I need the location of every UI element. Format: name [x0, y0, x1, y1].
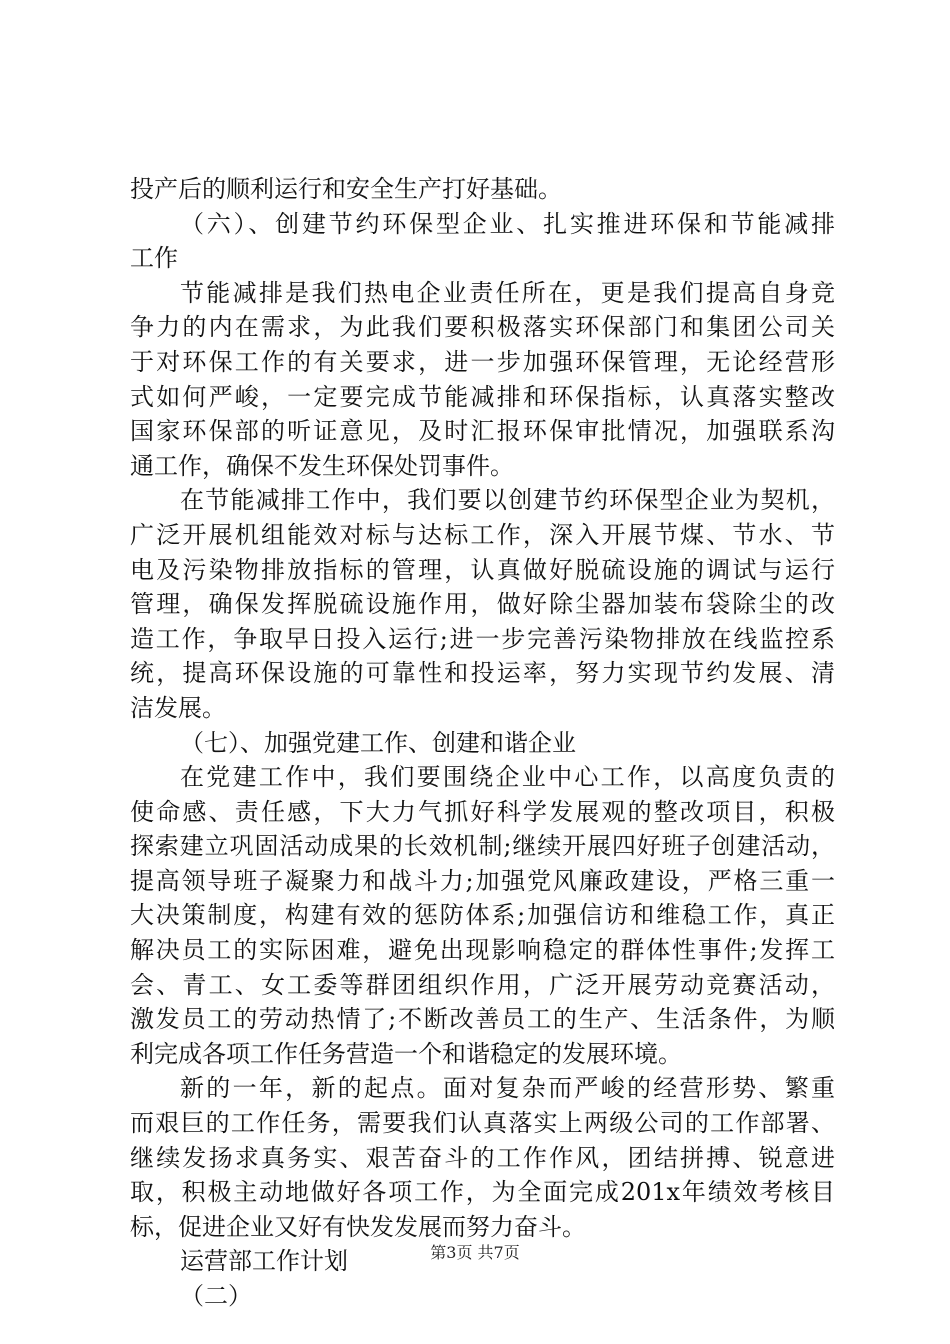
text-line: （七）、加强党建工作、创建和谐企业	[180, 728, 576, 757]
page-footer: 第3页 共7页	[430, 1243, 520, 1262]
text-line: 争力的内在需求，为此我们要积极落实环保部门和集团公司关	[130, 313, 835, 342]
text-line: （二）	[180, 1282, 252, 1310]
text-line: 国家环保部的听证意见，及时汇报环保审批情况，加强联系沟	[130, 417, 835, 446]
text-line: 统，提高环保设施的可靠性和投运率，努力实现节约发展、清	[130, 659, 835, 688]
text-line: 新的一年，新的起点。面对复杂而严峻的经营形势、繁重	[180, 1074, 835, 1103]
text-line: 会、青工、女工委等群团组织作用，广泛开展劳动竞赛活动，	[130, 970, 835, 999]
text-line: 利完成各项工作任务营造一个和谐稳定的发展环境。	[130, 1039, 682, 1068]
text-line: 洁发展。	[130, 693, 226, 722]
text-line: 运营部工作计划	[180, 1247, 348, 1276]
text-line: 管理，确保发挥脱硫设施作用，做好除尘器加装布袋除尘的改	[130, 590, 835, 619]
text-line: 解决员工的实际困难，避免出现影响稳定的群体性事件;发挥工	[130, 936, 835, 965]
text-line: 通工作，确保不发生环保处罚事件。	[130, 451, 514, 480]
text-line: 取，积极主动地做好各项工作，为全面完成201x年绩效考核目	[130, 1178, 835, 1207]
text-line: 标，促进企业又好有快发发展而努力奋斗。	[130, 1212, 586, 1241]
text-line: 式如何严峻，一定要完成节能减排和环保指标，认真落实整改	[130, 382, 835, 411]
text-line: 使命感、责任感，下大力气抓好科学发展观的整改项目，积极	[130, 797, 835, 826]
text-line: 在节能减排工作中，我们要以创建节约环保型企业为契机，	[180, 486, 835, 515]
text-line: 继续发扬求真务实、艰苦奋斗的工作作风，团结拼搏、锐意进	[130, 1143, 835, 1172]
text-line: 工作	[130, 244, 178, 273]
text-line: 大决策制度，构建有效的惩防体系;加强信访和维稳工作，真正	[130, 901, 835, 930]
document-body	[130, 172, 835, 1314]
text-line: 广泛开展机组能效对标与达标工作，深入开展节煤、节水、节	[130, 520, 835, 549]
text-line: 电及污染物排放指标的管理，认真做好脱硫设施的调试与运行	[130, 555, 835, 584]
text-line: （六）、创建节约环保型企业、扎实推进环保和节能减排	[180, 209, 835, 238]
text-line: 提高领导班子凝聚力和战斗力;加强党风廉政建设，严格三重一	[130, 866, 835, 895]
text-line: 节能减排是我们热电企业责任所在，更是我们提高自身竞	[180, 278, 835, 307]
text-line: 在党建工作中，我们要围绕企业中心工作，以高度负责的	[180, 763, 835, 792]
text-line: 于对环保工作的有关要求，进一步加强环保管理，无论经营形	[130, 347, 835, 376]
text-line: 探索建立巩固活动成果的长效机制;继续开展四好班子创建活动，	[130, 832, 835, 861]
text-line: 激发员工的劳动热情了;不断改善员工的生产、生活条件，为顺	[130, 1005, 835, 1034]
text-line: 造工作，争取早日投入运行;进一步完善污染物排放在线监控系	[130, 624, 835, 653]
text-line: 而艰巨的工作任务，需要我们认真落实上两级公司的工作部署、	[130, 1109, 835, 1138]
text-line: 投产后的顺利运行和安全生产打好基础。	[130, 175, 562, 203]
